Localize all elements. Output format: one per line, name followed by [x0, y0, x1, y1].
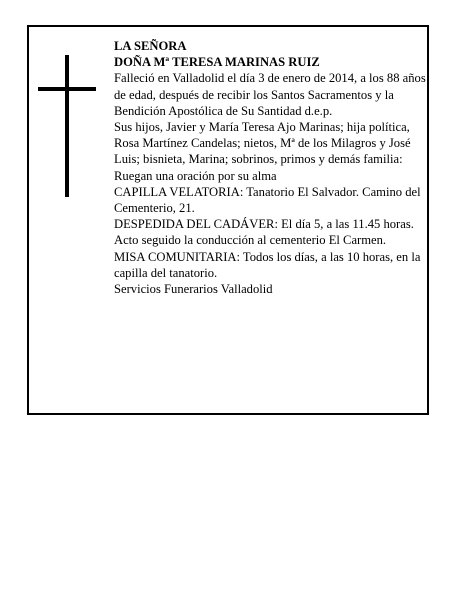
funeral-services: Servicios Funerarios Valladolid — [114, 282, 273, 297]
farewell-info: DESPEDIDA DEL CADÁVER: El día 5, a las 11.45 horas. Acto seguido la conducción al cementerio El Carmen. — [114, 217, 414, 248]
obituary-title: LA SEÑORA — [114, 39, 187, 53]
obituary-text — [114, 38, 426, 297]
wake-info: CAPILLA VELATORIA: Tanatorio El Salvador. Camino del Cementerio, 21. — [114, 184, 421, 216]
cross-icon — [65, 55, 69, 197]
prayer-request: Ruegan una oración por su alma — [114, 168, 277, 183]
deceased-name: DOÑA Mª TERESA MARINAS RUIZ — [114, 55, 320, 70]
mass-info: MISA COMUNITARIA: Todos los días, a las 10 horas, en la capilla del tanatorio. — [114, 249, 421, 280]
cross-icon-bar — [38, 87, 96, 91]
family-list: Sus hijos, Javier y María Teresa Ajo Marinas; hija política, Rosa Martínez Candelas; nietos, Mª de los Milagros y José Luis; bisnieta, Marina; sobrinos, primos y demás familia: — [114, 120, 411, 167]
death-statement: Falleció en Valladolid el día 3 de enero de 2014, a los 88 años de edad, después de recibir los Santos Sacramentos y la Bendición Apostólica de Su Santidad d.e.p. — [114, 71, 426, 118]
